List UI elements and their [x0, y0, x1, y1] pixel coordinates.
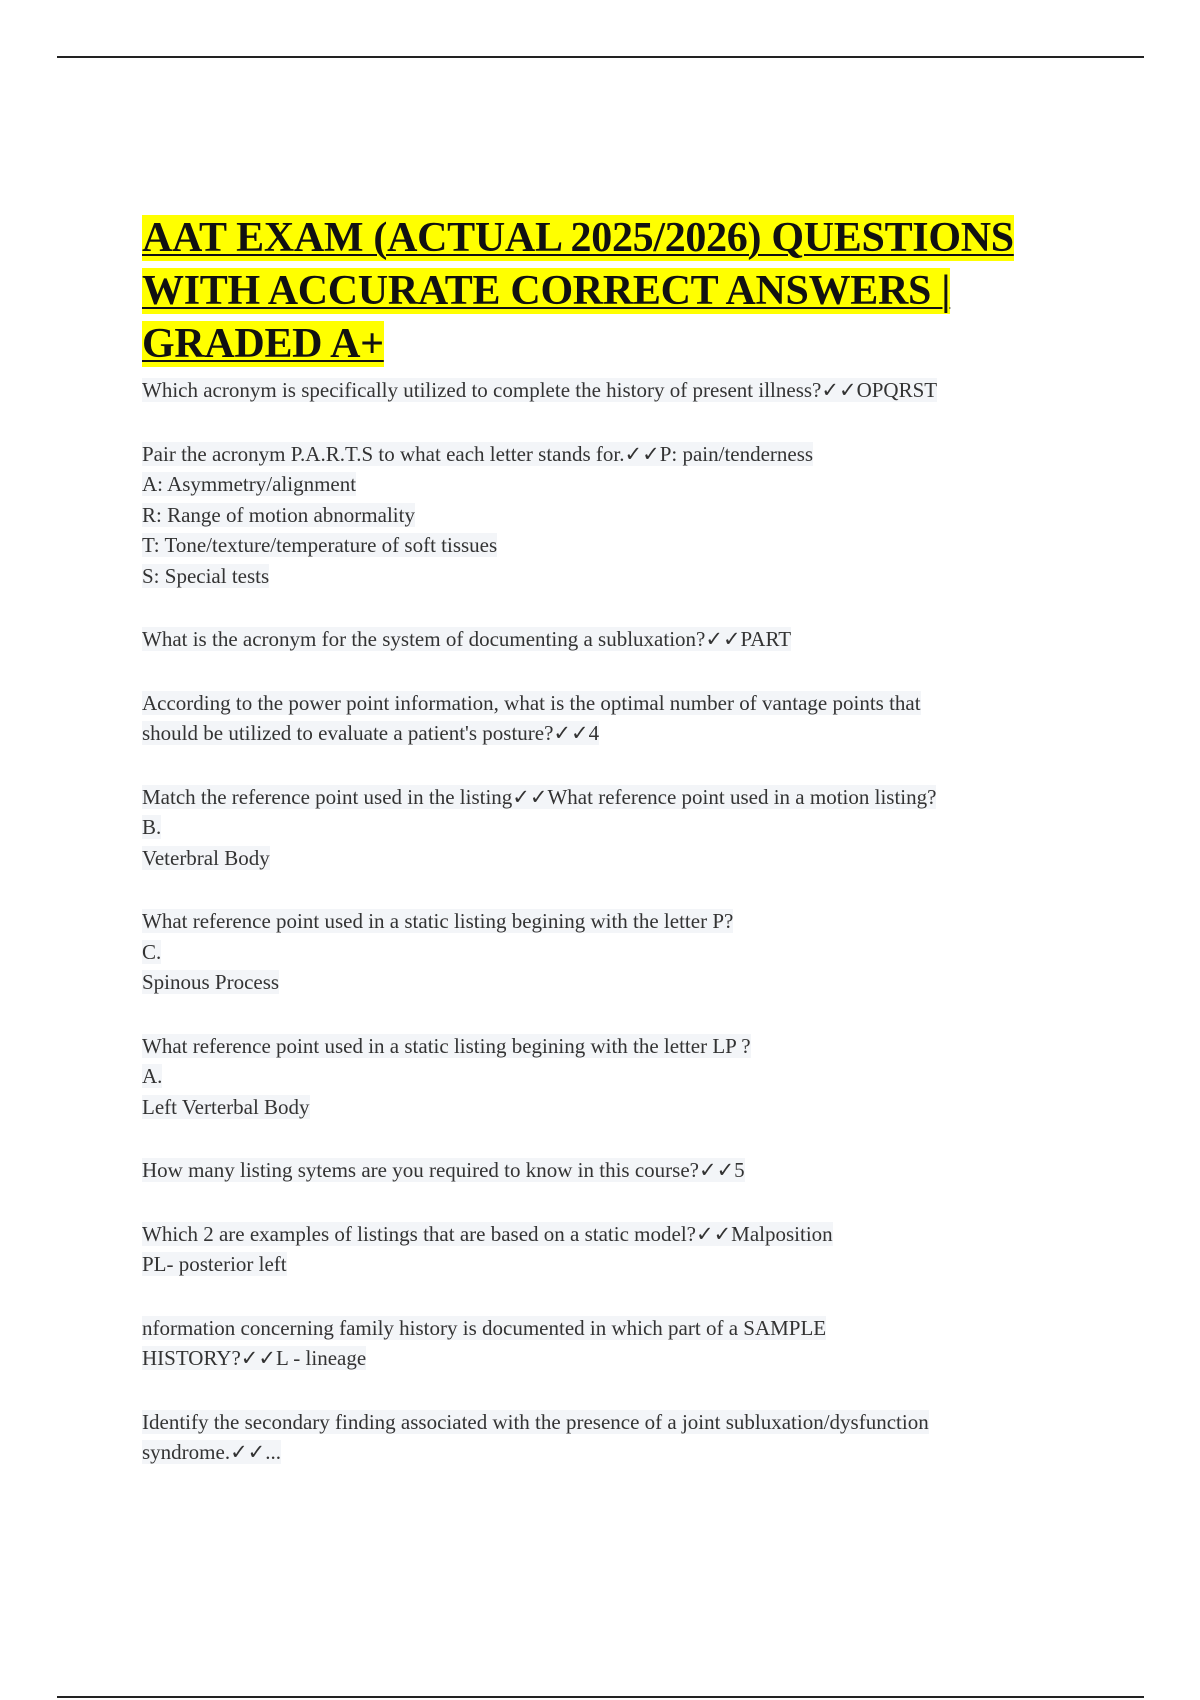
item-line-text: Which acronym is specifically utilized to complete the history of present illness?✓✓OPQRST [142, 378, 938, 402]
question-answer-item [142, 1031, 1082, 1123]
item-line-text: According to the power point information, what is the optimal number of vantage points that [142, 690, 921, 715]
item-line-text: C. [142, 939, 162, 964]
item-line [142, 906, 1082, 937]
item-line [142, 1313, 1082, 1344]
item-line [142, 688, 1082, 719]
item-line-text: HISTORY?✓✓L - lineage [142, 1346, 367, 1370]
item-line-text: Left Verterbal Body [142, 1094, 310, 1119]
item-line-text: Spinous Process [142, 970, 280, 994]
title-line-2: WITH ACCURATE CORRECT ANSWERS | [142, 268, 951, 314]
item-line [142, 782, 1082, 813]
question-answer-item [142, 439, 1082, 592]
item-line-text: A. [142, 1064, 163, 1088]
item-line [142, 937, 1082, 968]
item-line [142, 469, 1082, 500]
item-line [142, 561, 1082, 592]
item-line [142, 375, 1082, 406]
item-line-text: S: Special tests [142, 563, 270, 588]
question-answer-item [142, 1407, 1082, 1468]
item-line [142, 1249, 1082, 1280]
question-answer-item [142, 375, 1082, 406]
item-line-text: nformation concerning family history is documented in which part of a SAMPLE [142, 1315, 827, 1340]
item-line [142, 1407, 1082, 1438]
item-line-text: PL- posterior left [142, 1252, 287, 1276]
item-line-text: What is the acronym for the system of documenting a subluxation?✓✓PART [142, 627, 792, 651]
item-line [142, 1092, 1082, 1123]
item-line [142, 439, 1082, 470]
item-line [142, 1155, 1082, 1186]
question-answer-item [142, 906, 1082, 998]
question-answer-item [142, 1313, 1082, 1374]
question-answer-item [142, 782, 1082, 874]
item-line [142, 1219, 1082, 1250]
item-line-text: What reference point used in a static listing begining with the letter P? [142, 909, 734, 933]
item-line-text: A: Asymmetry/alignment [142, 472, 357, 496]
top-rule [57, 56, 1144, 58]
question-answer-item [142, 624, 1082, 655]
item-line [142, 530, 1082, 561]
item-line-text: B. [142, 815, 162, 839]
document-body [142, 212, 1082, 1468]
bottom-rule [57, 1696, 1144, 1698]
item-line [142, 812, 1082, 843]
question-answer-item [142, 1219, 1082, 1280]
item-line-text: How many listing sytems are you required to know in this course?✓✓5 [142, 1158, 745, 1182]
item-line [142, 500, 1082, 531]
title-line-3: GRADED A+ [142, 321, 384, 367]
item-line-text: T: Tone/texture/temperature of soft tissues [142, 533, 498, 557]
item-line-text: Pair the acronym P.A.R.T.S to what each letter stands for.✓✓P: pain/tenderness [142, 441, 814, 466]
document-title [142, 212, 1082, 371]
question-answer-item [142, 688, 1082, 749]
item-line-text: Identify the secondary finding associated with the presence of a joint subluxation/dysfunction [142, 1409, 929, 1434]
item-line [142, 1437, 1082, 1468]
item-line [142, 967, 1082, 998]
item-line-text: syndrome.✓✓... [142, 1440, 282, 1464]
item-line [142, 1343, 1082, 1374]
item-line-text: Veterbral Body [142, 845, 270, 870]
item-line-text: What reference point used in a static listing begining with the letter LP ? [142, 1033, 751, 1058]
question-list [142, 375, 1082, 1468]
item-line-text: Match the reference point used in the listing✓✓What reference point used in a motion listing? [142, 784, 937, 809]
item-line-text: R: Range of motion abnormality [142, 502, 415, 527]
item-line [142, 624, 1082, 655]
item-line [142, 718, 1082, 749]
item-line [142, 1061, 1082, 1092]
question-answer-item [142, 1155, 1082, 1186]
item-line-text: should be utilized to evaluate a patient's posture?✓✓4 [142, 721, 600, 745]
title-line-1: AAT EXAM (ACTUAL 2025/2026) QUESTIONS [142, 215, 1014, 261]
item-line [142, 843, 1082, 874]
item-line [142, 1031, 1082, 1062]
item-line-text: Which 2 are examples of listings that are based on a static model?✓✓Malposition [142, 1221, 833, 1246]
